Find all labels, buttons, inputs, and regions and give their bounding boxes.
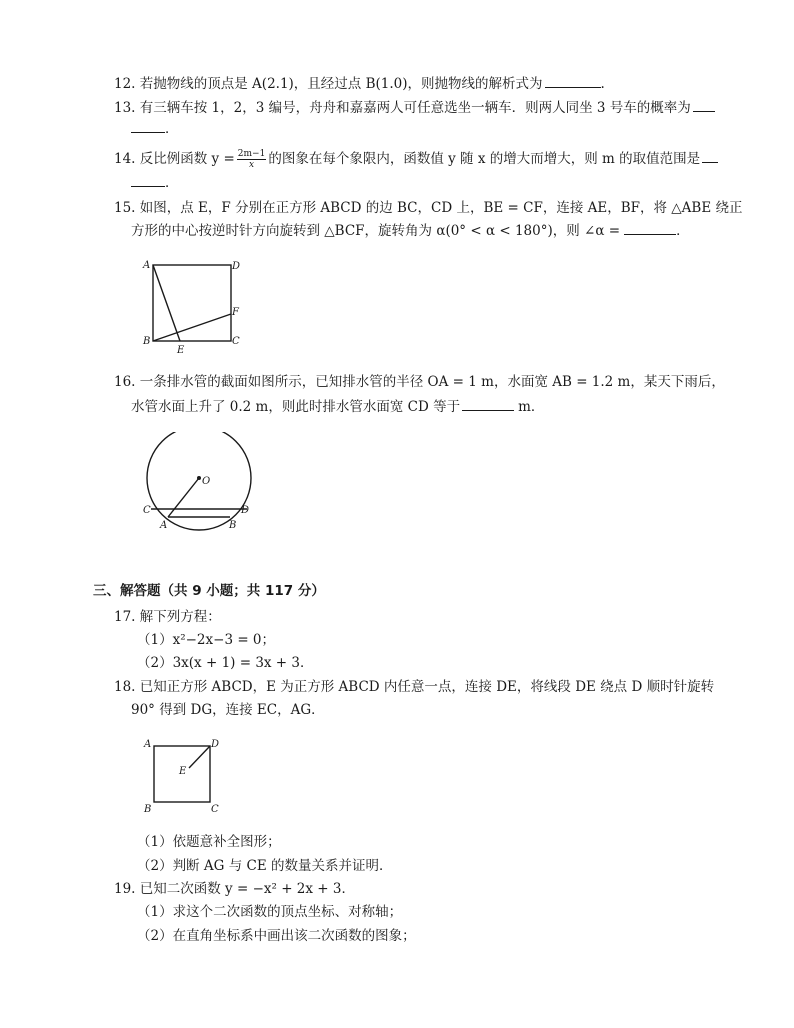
pipe-circle — [147, 432, 251, 530]
label-a: A — [144, 739, 152, 750]
question-17-line1: 17. 解下列方程： — [114, 609, 221, 625]
label-c: C — [143, 505, 151, 516]
question-14-end: ． — [165, 175, 179, 191]
question-13-text: 13. 有三辆车按 1，2，3 编号，舟舟和嘉嘉两人可任意选坐一辆车．则两人同坐 3 号车的概率为 — [114, 100, 691, 116]
question-18 — [114, 677, 714, 697]
question-15 — [114, 198, 743, 218]
segment-de — [189, 746, 210, 768]
question-15-cont — [131, 220, 690, 241]
question-12-text: 12. 若抛物线的顶点是 A(2.1)，且经过点 B(1.0)，则抛物线的解析式为 — [114, 76, 543, 92]
question-18-line2: 90° 得到 DG，连接 EC，AG． — [131, 702, 325, 718]
label-d: D — [232, 261, 241, 272]
figure-18-square — [140, 734, 230, 819]
question-16-line1: 16. 一条排水管的截面如图所示，已知排水管的半径 OA = 1 m，水面宽 AB = 1.2 m，某天下雨后， — [114, 374, 725, 390]
radius-oa — [168, 478, 199, 517]
question-14-post: 的图象在每个象限内，函数值 y 随 x 的增大而增大，则 m 的取值范围是 — [268, 151, 701, 167]
question-13 — [114, 97, 715, 118]
question-15-line1: 15. 如图，点 E，F 分别在正方形 ABCD 的边 BC，CD 上，BE = CF，连接 AE，BF，将 △ABE 绕正 — [114, 200, 743, 216]
answer-blank-16[interactable] — [462, 396, 514, 411]
question-18-line1: 18. 已知正方形 ABCD，E 为正方形 ABCD 内任意一点，连接 DE，将线段 DE 绕点 D 顺时针旋转 — [114, 679, 715, 695]
label-a: A — [143, 260, 151, 271]
question-12 — [114, 73, 605, 94]
question-16-end: m． — [518, 399, 545, 415]
label-b: B — [143, 336, 151, 347]
label-c: C — [232, 336, 240, 347]
label-a: A — [160, 520, 168, 531]
question-15-line2: 方形的中心按逆时针方向旋转到 △BCF，旋转角为 α(0° < α < 180°)，则 ∠α = — [131, 223, 621, 239]
answer-blank-15[interactable] — [624, 220, 676, 235]
label-d: D — [211, 739, 220, 750]
question-18-cont — [131, 700, 325, 720]
label-c: C — [211, 804, 219, 815]
segment-ae — [153, 265, 180, 341]
label-b: B — [144, 804, 152, 815]
question-16-line2: 水管水面上升了 0.2 m，则此时排水管水面宽 CD 等于 — [131, 399, 461, 415]
label-e: E — [179, 766, 187, 777]
question-15-end: ． — [676, 223, 690, 239]
section-3-heading: 三、解答题（共 9 小题；共 117 分） — [93, 583, 325, 599]
answer-blank-14a[interactable] — [702, 148, 718, 163]
label-o: O — [202, 476, 211, 487]
label-f: F — [232, 307, 239, 318]
label-d: D — [241, 505, 250, 516]
question-14-pre: 14. 反比例函数 y = — [114, 151, 235, 167]
figure-16-pipe — [138, 432, 258, 532]
label-b: B — [229, 520, 237, 531]
figure-15-square — [140, 255, 250, 355]
question-16-cont — [131, 396, 544, 417]
question-17-part-1: （1）x²−2x−3 = 0； — [137, 632, 276, 648]
question-14 — [114, 148, 718, 170]
question-19 — [114, 879, 355, 899]
question-13-end: ． — [165, 121, 179, 137]
question-19-part-1: （1）求这个二次函数的顶点坐标、对称轴； — [137, 904, 403, 920]
answer-blank-13b[interactable] — [131, 118, 165, 133]
question-17-part-2: （2）3x(x + 1) = 3x + 3． — [137, 655, 314, 671]
segment-bf — [153, 314, 231, 341]
square-abcd — [153, 265, 231, 341]
question-17 — [114, 607, 221, 627]
answer-blank-14b[interactable] — [131, 172, 165, 187]
question-19-part-2: （2）在直角坐标系中画出该二次函数的图象； — [137, 928, 416, 944]
question-12-end: . — [600, 76, 605, 92]
question-13-cont — [131, 118, 179, 139]
question-14-cont — [131, 172, 179, 193]
fraction — [237, 149, 267, 170]
answer-blank-12[interactable] — [545, 73, 601, 88]
fraction-numerator: 2m−1 — [237, 149, 266, 159]
fraction-denominator: x — [249, 160, 255, 170]
question-18-part-1: （1）依题意补全图形； — [137, 834, 281, 850]
question-16 — [114, 372, 725, 392]
answer-blank-13a[interactable] — [693, 97, 715, 112]
label-e: E — [177, 345, 185, 355]
question-19-line1: 19. 已知二次函数 y = −x² + 2x + 3． — [114, 881, 355, 897]
question-18-part-2: （2）判断 AG 与 CE 的数量关系并证明． — [137, 858, 393, 874]
